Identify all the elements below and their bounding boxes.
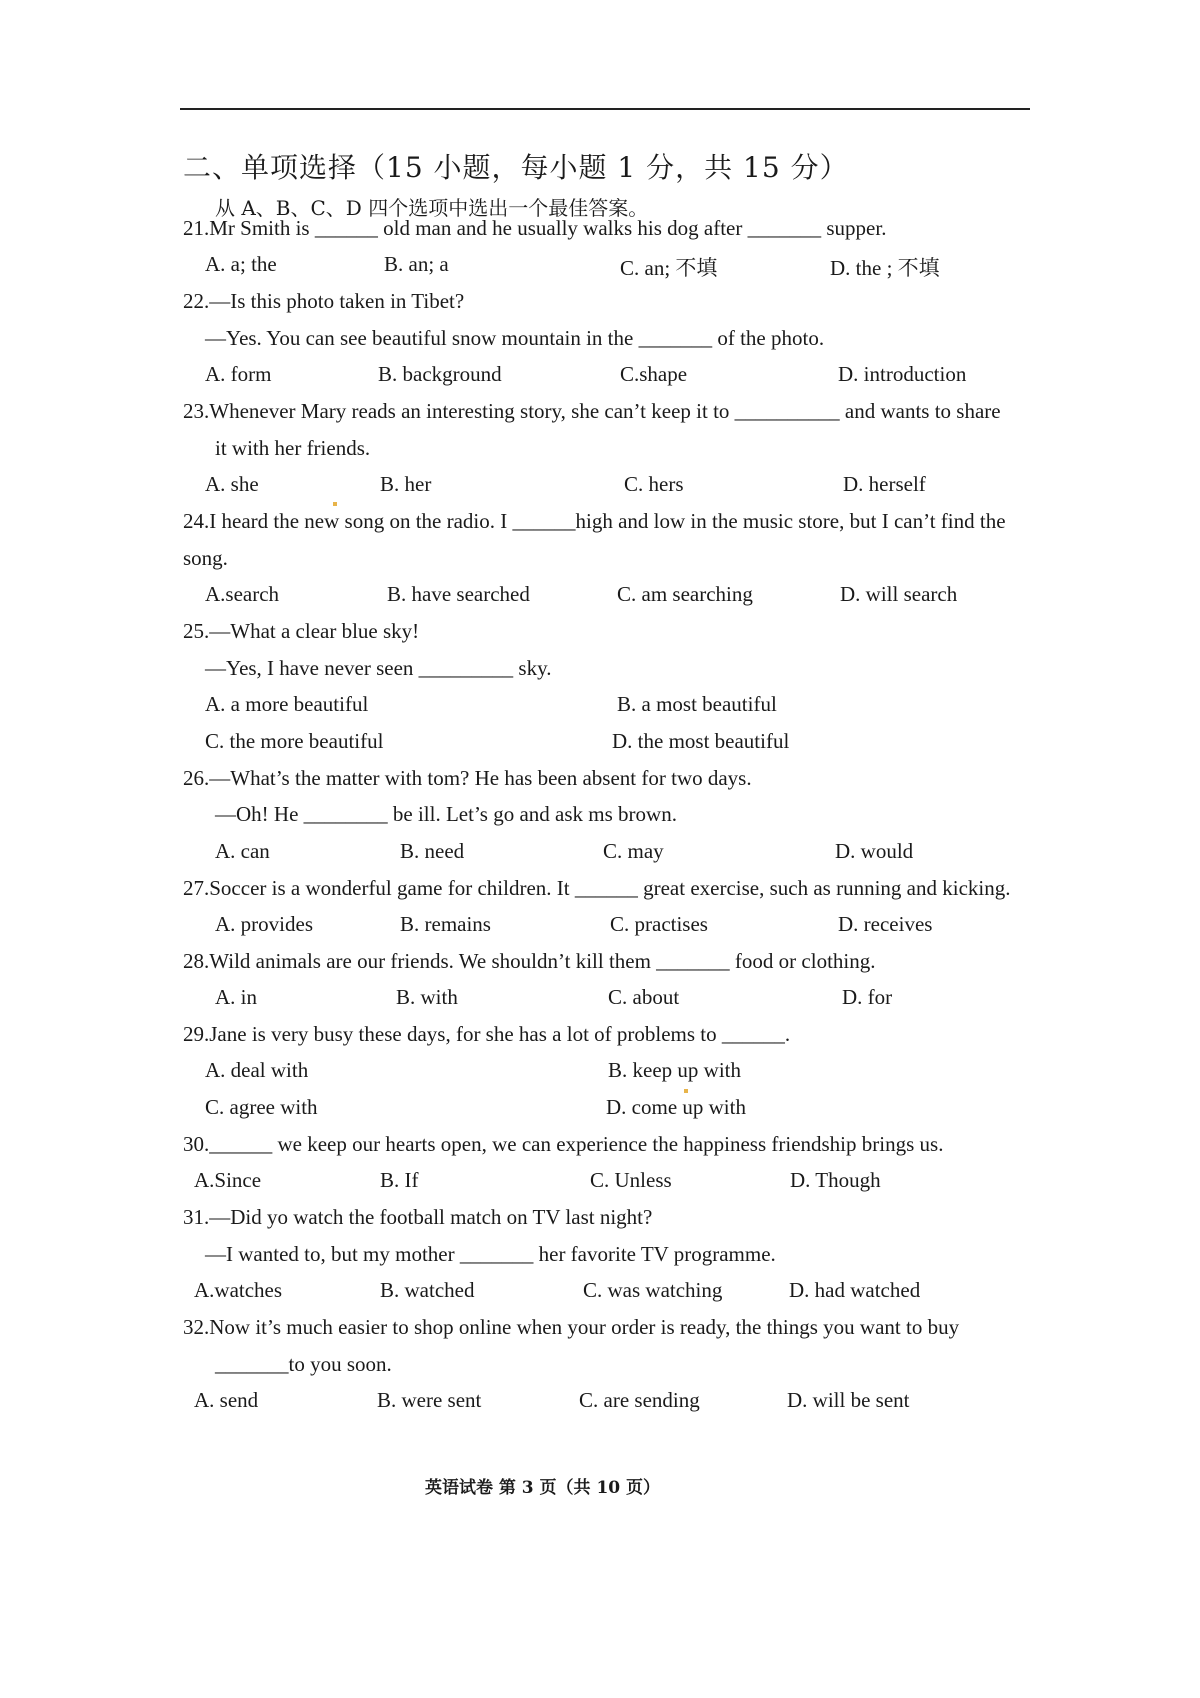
answer-option: C. are sending xyxy=(579,1388,700,1412)
answer-option: A.search xyxy=(205,582,280,606)
answer-option: B. watched xyxy=(380,1278,475,1302)
answer-option: A. deal with xyxy=(205,1058,309,1082)
answer-option: B. a most beautiful xyxy=(617,692,777,716)
answer-option: A. she xyxy=(205,472,259,496)
answer-option: C. was watching xyxy=(583,1278,723,1302)
answer-option: C. may xyxy=(603,839,664,863)
answer-option: D. Though xyxy=(790,1168,881,1192)
answer-option: B. her xyxy=(380,472,432,496)
answer-option: D. the ; 不填 xyxy=(830,256,940,280)
answer-option: D. will be sent xyxy=(787,1388,910,1412)
answer-option: B. have searched xyxy=(387,582,530,606)
answer-option: C. Unless xyxy=(590,1168,672,1192)
answer-option: B. remains xyxy=(400,912,491,936)
answer-option: B. with xyxy=(396,985,458,1009)
question-text: 29.Jane is very busy these days, for she has a lot of problems to ______. xyxy=(183,1022,791,1046)
answer-option: D. receives xyxy=(838,912,933,936)
answer-option: C. the more beautiful xyxy=(205,729,384,753)
top-rule xyxy=(180,108,1030,110)
answer-option: B. were sent xyxy=(377,1388,482,1412)
question-text: _______to you soon. xyxy=(215,1352,392,1376)
answer-option: A. send xyxy=(194,1388,259,1412)
question-text: —Oh! He ________ be ill. Let’s go and ask ms brown. xyxy=(215,802,677,826)
answer-option: C. am searching xyxy=(617,582,753,606)
question-text: song. xyxy=(183,546,228,570)
question-text: 32.Now it’s much easier to shop online when your order is ready, the things you want to buy xyxy=(183,1315,960,1339)
answer-option: B. keep up with xyxy=(608,1058,741,1082)
question-text: —I wanted to, but my mother _______ her favorite TV programme. xyxy=(205,1242,776,1266)
answer-option: D. had watched xyxy=(789,1278,921,1302)
answer-option: B. If xyxy=(380,1168,419,1192)
answer-option: B. need xyxy=(400,839,465,863)
answer-option: A. a more beautiful xyxy=(205,692,369,716)
question-text: 23.Whenever Mary reads an interesting story, she can’t keep it to __________ and wants to share xyxy=(183,399,1001,423)
answer-option: A. a; the xyxy=(205,252,277,276)
question-text: 24.I heard the new song on the radio. I ______high and low in the music store, but I can’t find the xyxy=(183,509,1006,533)
answer-option: D. come up with xyxy=(606,1095,746,1119)
question-text: 25.—What a clear blue sky! xyxy=(183,619,420,643)
answer-option: C. hers xyxy=(624,472,684,496)
section-instruction: 从 A、B、C、D 四个选项中选出一个最佳答案。 xyxy=(215,196,649,220)
answer-option: B. background xyxy=(378,362,502,386)
question-text: —Yes, I have never seen _________ sky. xyxy=(205,656,552,680)
answer-option: C.shape xyxy=(620,362,688,386)
answer-option: C. an; 不填 xyxy=(620,256,718,280)
answer-option: A. in xyxy=(215,985,257,1009)
question-text: —Yes. You can see beautiful snow mountain in the _______ of the photo. xyxy=(205,326,825,350)
question-text: 21.Mr Smith is ______ old man and he usually walks his dog after _______ supper. xyxy=(183,216,887,240)
page-footer: 英语试卷 第 3 页（共 10 页） xyxy=(424,1478,661,1498)
answer-option: C. practises xyxy=(610,912,708,936)
question-text: 27.Soccer is a wonderful game for children. It ______ great exercise, such as running and kicking. xyxy=(183,876,1011,900)
question-text: it with her friends. xyxy=(215,436,371,460)
speck-mark xyxy=(333,502,337,506)
answer-option: C. about xyxy=(608,985,680,1009)
question-text: 30.______ we keep our hearts open, we can experience the happiness friendship brings us. xyxy=(183,1132,944,1156)
answer-option: A.watches xyxy=(194,1278,283,1302)
question-text: 28.Wild animals are our friends. We shouldn’t kill them _______ food or clothing. xyxy=(183,949,876,973)
answer-option: D. for xyxy=(842,985,893,1009)
answer-option: D. the most beautiful xyxy=(612,729,790,753)
answer-option: C. agree with xyxy=(205,1095,318,1119)
speck-mark xyxy=(684,1089,688,1093)
answer-option: A.Since xyxy=(194,1168,262,1192)
answer-option: D. will search xyxy=(840,582,958,606)
answer-option: B. an; a xyxy=(384,252,449,276)
question-text: 31.—Did yo watch the football match on TV last night? xyxy=(183,1205,653,1229)
answer-option: D. introduction xyxy=(838,362,967,386)
section-heading: 二、单项选择（15 小题，每小题 1 分，共 15 分） xyxy=(183,151,849,184)
answer-option: D. herself xyxy=(843,472,926,496)
question-text: 26.—What’s the matter with tom? He has been absent for two days. xyxy=(183,766,752,790)
question-text: 22.—Is this photo taken in Tibet? xyxy=(183,289,465,313)
answer-option: A. form xyxy=(205,362,272,386)
answer-option: A. provides xyxy=(215,912,313,936)
answer-option: D. would xyxy=(835,839,914,863)
answer-option: A. can xyxy=(215,839,270,863)
